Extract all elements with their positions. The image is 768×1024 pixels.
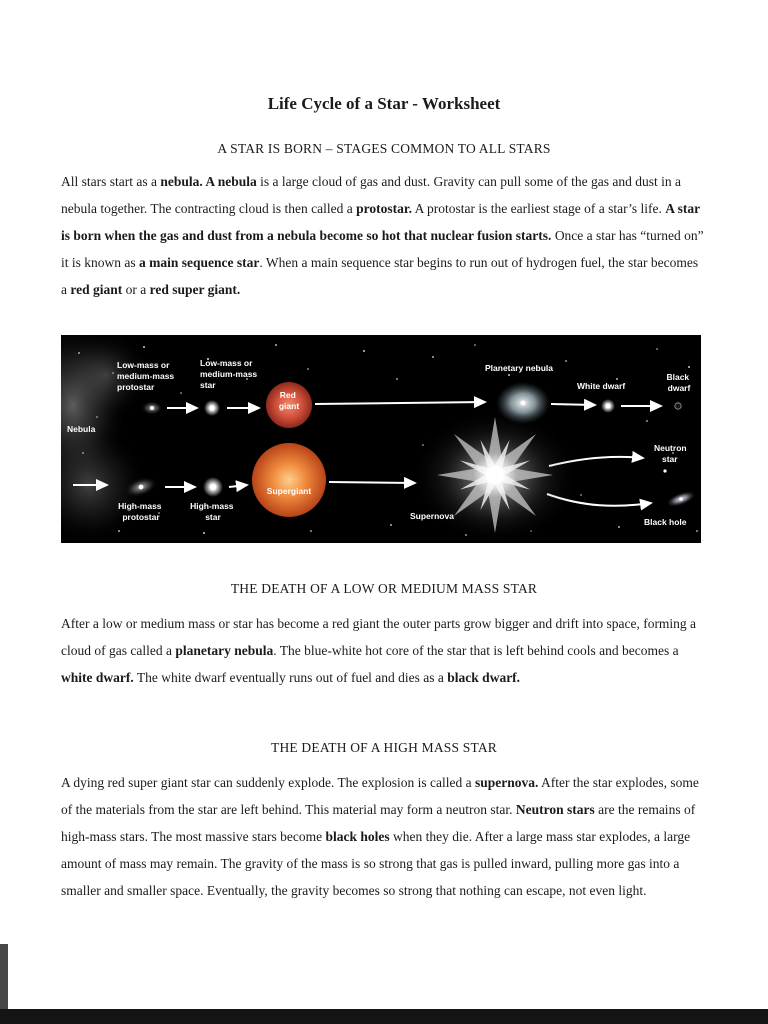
text-run: or a	[122, 282, 150, 297]
text-run: The white dwarf eventually runs out of fuel and dies as a	[133, 670, 448, 685]
text-run: supernova.	[475, 775, 539, 790]
text-run: All stars start as a	[61, 174, 161, 189]
text-run: A star is born when the gas and dust from a nebula become so hot that nuclear fusion starts.	[61, 201, 700, 243]
text-run: Neutron stars	[515, 802, 595, 817]
label-nebula: Nebula	[67, 424, 96, 434]
paragraph-star-is-born	[61, 168, 707, 303]
label-neutron-star: Neutron star	[654, 443, 687, 464]
label-black-dwarf: Black dwarf	[666, 372, 691, 393]
text-run: . When a main sequence star begins to run out of hydrogen fuel, the star becomes a	[61, 255, 699, 297]
text-run: A protostar is the earliest stage of a star’s life.	[412, 201, 666, 216]
text-run: nebula. A nebula	[160, 174, 257, 189]
label-red-giant: Red giant	[278, 390, 300, 411]
paragraph-low-mass-death	[61, 610, 707, 691]
paragraph-high-mass-death	[61, 769, 707, 904]
section-heading-high-mass-death: THE DEATH OF A HIGH MASS STAR	[271, 740, 497, 755]
page-title: Life Cycle of a Star - Worksheet	[267, 94, 501, 113]
text-run: black dwarf.	[447, 670, 521, 685]
supernova-burst	[410, 409, 580, 543]
viewer-bottom-bar	[0, 1009, 768, 1024]
label-low-mass-protostar: Low-mass or medium-mass protostar	[117, 360, 175, 392]
black-dwarf-dot	[675, 403, 681, 409]
label-high-mass-protostar: High-mass protostar	[118, 501, 162, 522]
text-run: when they die. After a large mass star explodes, a large amount of mass may remain. The gravity of the mass is so strong that gas is pulled inward, pulling more gas into a smaller and smaller space. Eventually, the gravity becomes so strong that nothing can escape, not even light.	[61, 829, 691, 898]
high-mass-star-dot	[203, 477, 223, 497]
star-life-cycle-image	[61, 335, 701, 543]
section-heading-star-is-born: A STAR IS BORN – STAGES COMMON TO ALL STARS	[217, 141, 551, 156]
text-run: are the remains of high-mass stars. The most massive stars become	[61, 802, 696, 844]
text-run: Once a star has “turned on” it is known as	[61, 228, 704, 270]
section-heading-low-mass-death: THE DEATH OF A LOW OR MEDIUM MASS STAR	[230, 581, 538, 596]
label-planetary-nebula: Planetary nebula	[485, 363, 554, 373]
neutron-star-dot	[663, 469, 666, 472]
text-run: is a large cloud of gas and dust. Gravity can pull some of the gas and dust in a nebula together. The contracting cloud is then called a	[61, 174, 681, 216]
viewer-left-edge	[0, 944, 8, 1009]
low-mass-star-dot	[204, 400, 220, 416]
label-high-mass-star: High-mass star	[190, 501, 234, 522]
text-run: black holes	[325, 829, 390, 844]
text-run: planetary nebula	[175, 643, 274, 658]
label-supergiant: Supergiant	[266, 486, 312, 496]
text-run: . The blue-white hot core of the star that is left behind cools and becomes a	[273, 643, 679, 658]
low-mass-protostar-blob	[141, 401, 163, 415]
text-run: protostar.	[356, 201, 413, 216]
label-black-hole: Black hole	[644, 517, 687, 527]
label-supernova: Supernova	[410, 511, 454, 521]
text-run: After the star explodes, some of the materials from the star are left behind. This material may form a neutron star.	[61, 775, 699, 817]
supergiant-ball	[252, 443, 326, 517]
text-run: white dwarf.	[61, 670, 134, 685]
text-run: red super giant.	[149, 282, 241, 297]
star-life-cycle-diagram	[61, 335, 701, 543]
text-run: a main sequence star	[139, 255, 260, 270]
text-run: red giant	[70, 282, 123, 297]
text-run: After a low or medium mass or star has become a red giant the outer parts grow bigger and drift into space, forming a cloud of gas called a	[61, 616, 697, 658]
label-white-dwarf: White dwarf	[577, 381, 626, 391]
white-dwarf-dot	[601, 399, 615, 413]
text-run: A dying red super giant star can suddenly explode. The explosion is called a	[61, 775, 476, 790]
label-low-mass-star: Low-mass or medium-mass star	[200, 358, 258, 390]
